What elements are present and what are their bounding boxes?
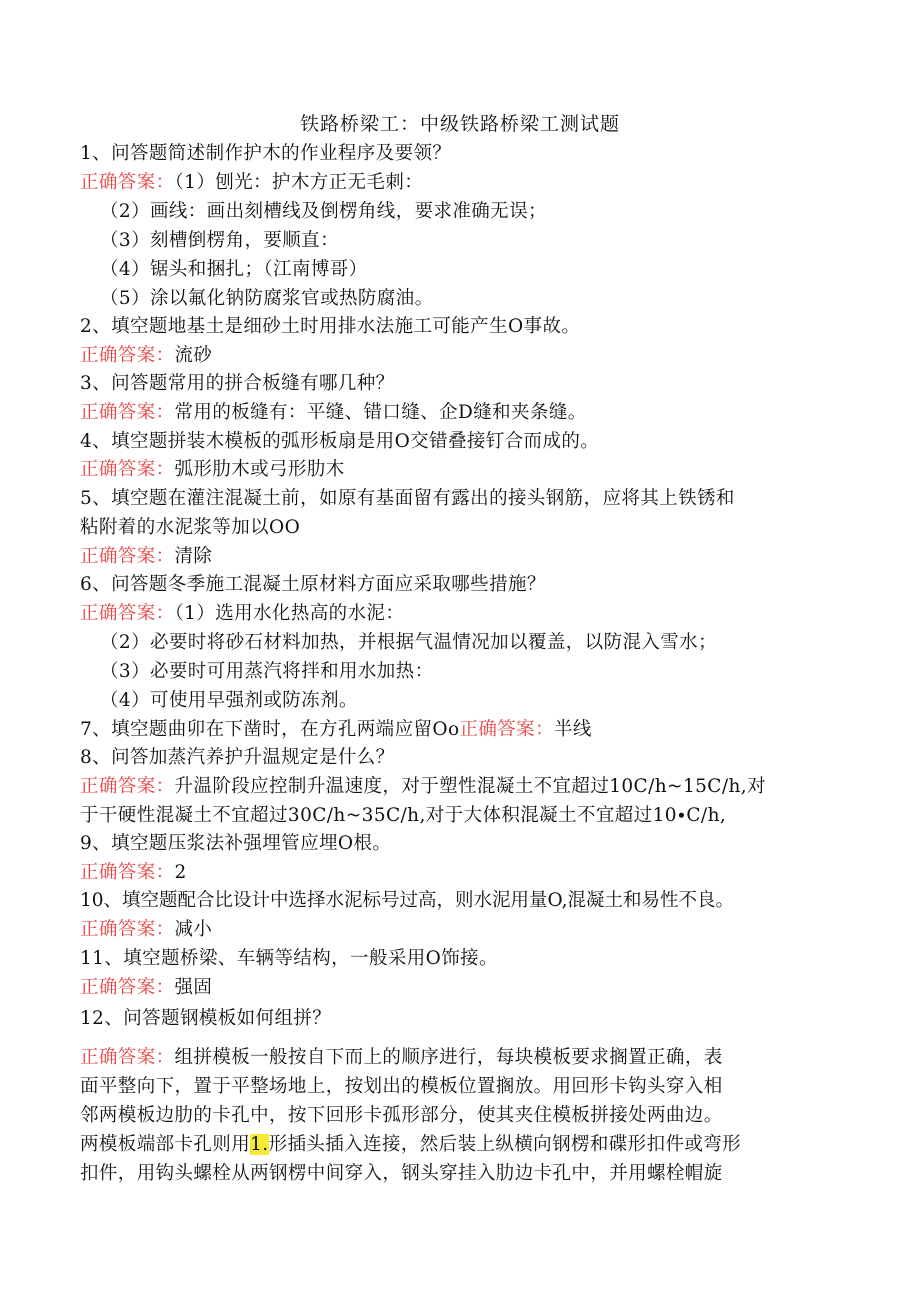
question-5-line-1: 5、填空题在灌注混凝土前，如原有基面留有露出的接头钢筋，应将其上铁锈和: [80, 488, 735, 509]
answer-label: 正确答案：: [80, 776, 175, 797]
answer-8-line-1: 正确答案：升温阶段应控制升温速度，对于塑性混凝土不宜超过10C/h~15C/h,对: [80, 776, 766, 797]
answer-12-line-4: 两模板端部卡孔则用1.形插头插入连接，然后装上纵横向钢楞和碟形扣件或弯形: [80, 1134, 742, 1155]
answer-1-line-3: （3）刻槽倒楞角，要顺直：: [100, 230, 339, 251]
answer-6-line-3: （3）必要时可用蒸汽将拌和用水加热：: [100, 661, 434, 682]
answer-12-line-5: 扣件，用钩头螺栓从两钢楞中间穿入，钢头穿挂入肋边卡孔中，并用螺栓帽旋: [80, 1163, 723, 1184]
question-10: 10、填空题配合比设计中选择水泥标号过高，则水泥用量O,混凝土和易性不良。: [80, 890, 735, 911]
answer-3: 正确答案：常用的板缝有：平缝、错口缝、企D缝和夹条缝。: [80, 402, 587, 423]
answer-6-line-2: （2）必要时将砂石材料加热，并根据气温情况加以覆盖，以防混入雪水；: [100, 632, 717, 653]
answer-label: 正确答案：: [80, 402, 175, 423]
answer-1-line-1: 正确答案：（1）刨光：护木方正无毛刺：: [80, 172, 424, 193]
answer-6-line-1: 正确答案：（1）选用水化热高的水泥：: [80, 603, 405, 624]
question-3: 3、问答题常用的拼合板缝有哪几种？: [80, 373, 395, 394]
answer-label: 正确答案：: [80, 603, 175, 624]
question-7: 7、填空题曲卯在下凿时，在方孔两端应留Oo正确答案：半线: [80, 719, 592, 740]
question-12: 12、问答题钢模板如何组拼？: [80, 1008, 332, 1029]
answer-8-line-2: 于干硬性混凝土不宜超过30C/h~35C/h,对于大体积混凝土不宜超过10∙C/h,: [80, 805, 727, 826]
question-9: 9、填空题压浆法补强埋管应埋O根。: [80, 833, 392, 854]
answer-1-line-5: （5）涂以氟化钠防腐浆官或热防腐油。: [100, 288, 434, 309]
question-8: 8、问答加蒸汽养护升温规定是什么？: [80, 747, 395, 768]
question-6: 6、问答题冬季施工混凝土原材料方面应采取哪些措施？: [80, 574, 546, 595]
answer-label: 正确答案：: [80, 172, 175, 193]
answer-12-line-2: 面平整向下，置于平整场地上，按划出的模板位置搁放。用回形卡钩头穿入相: [80, 1076, 723, 1097]
answer-11: 正确答案：强固: [80, 977, 213, 998]
question-2: 2、填空题地基土是细砂土时用排水法施工可能产生O事故。: [80, 316, 581, 337]
answer-2: 正确答案：流砂: [80, 345, 213, 366]
question-5-line-2: 粘附着的水泥浆等加以OO: [80, 517, 301, 538]
answer-12-line-1: 正确答案：组拼模板一般按自下而上的顺序进行，每块模板要求搁置正确，表: [80, 1047, 723, 1068]
answer-label: 正确答案：: [80, 459, 175, 480]
answer-label: 正确答案：: [80, 977, 175, 998]
answer-label: 正确答案：: [80, 862, 175, 883]
answer-6-line-4: （4）可使用早强剂或防冻剂。: [100, 690, 358, 711]
answer-label: 正确答案：: [80, 919, 175, 940]
answer-10: 正确答案：减小: [80, 919, 213, 940]
question-1: 1、问答题简述制作护木的作业程序及要领？: [80, 143, 452, 164]
highlighted-text: 1.: [250, 1134, 269, 1155]
question-4: 4、填空题拼装木模板的弧形板扇是用O交错叠接钉合而成的。: [80, 431, 600, 452]
document-title: 铁路桥梁工：中级铁路桥梁工测试题: [299, 113, 620, 135]
answer-4: 正确答案：弧形肋木或弓形肋木: [80, 459, 345, 480]
question-11: 11、填空题桥梁、车辆等结构，一般采用O饰接。: [80, 948, 498, 969]
answer-5: 正确答案：清除: [80, 546, 213, 567]
answer-label: 正确答案：: [80, 546, 175, 567]
answer-label: 正确答案：: [80, 1047, 175, 1068]
answer-12-line-3: 邻两模板边肋的卡孔中，按下回形卡孤形部分，使其夹住模板拼接处两曲边。: [80, 1105, 723, 1126]
answer-1-line-2: （2）画线：画出刻槽线及倒楞角线，要求准确无误；: [100, 201, 547, 222]
answer-1-line-4: （4）锯头和捆扎；（江南博哥）: [100, 259, 368, 280]
answer-9: 正确答案：2: [80, 862, 187, 883]
answer-label: 正确答案：: [80, 345, 175, 366]
answer-label: 正确答案：: [459, 719, 554, 740]
answer-7: 半线: [554, 719, 592, 740]
